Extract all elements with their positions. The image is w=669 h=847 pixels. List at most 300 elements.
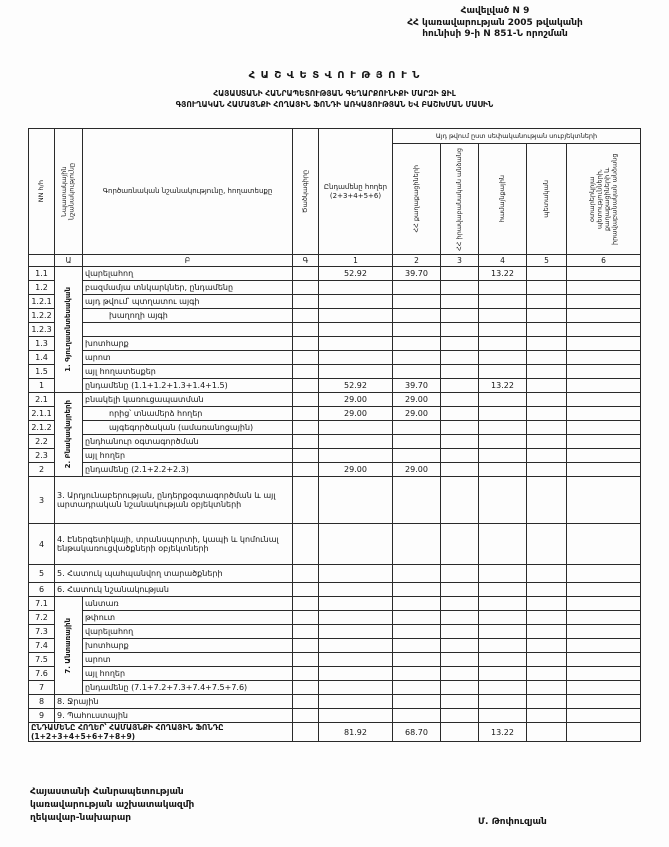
cell-foreign [567,309,641,323]
land-fund-table [28,128,641,742]
cell-total: 81.92 [319,723,393,742]
cell-state [527,393,567,407]
row-num: 2.1.1 [29,407,55,421]
row-label: խոտհարք [83,639,293,653]
cell-community [479,309,527,323]
table-row [29,653,641,667]
row-num: 1.1 [29,267,55,281]
cell-total [319,625,393,639]
cell-community [479,337,527,351]
cell-total [319,524,393,565]
table-row [29,524,641,565]
cell-legal [441,477,479,524]
cell-citizens [393,351,441,365]
row-code-cell [293,681,319,695]
cell-citizens [393,323,441,337]
cell-state [527,267,567,281]
cell-state [527,309,567,323]
cell-state [527,681,567,695]
cell-state [527,449,567,463]
cell-total [319,565,393,583]
cell-total [319,323,393,337]
cell-citizens [393,524,441,565]
cell-total [319,681,393,695]
cell-citizens [393,365,441,379]
cell-foreign [567,723,641,742]
cell-community [479,323,527,337]
row-code-cell [293,449,319,463]
row-num: 2.1.2 [29,421,55,435]
cell-legal [441,611,479,625]
cell-citizens [393,295,441,309]
cell-community [479,449,527,463]
cell-foreign [567,681,641,695]
cell-community [479,365,527,379]
header-legal-entities: ՀՀ իրավաբանական անձանց [441,144,479,255]
header-row-number: NN հ/հ [29,129,55,255]
cell-foreign [567,393,641,407]
cell-legal [441,435,479,449]
cell-community [479,667,527,681]
cell-community [479,611,527,625]
cell-legal [441,421,479,435]
row-label: արոտ [83,653,293,667]
cell-citizens [393,597,441,611]
cell-community: 13.22 [479,379,527,393]
cell-state [527,524,567,565]
cell-legal [441,597,479,611]
row-code-cell [293,365,319,379]
table-row [29,477,641,524]
cell-state [527,407,567,421]
cell-community [479,653,527,667]
cell-legal [441,681,479,695]
cell-total: 29.00 [319,407,393,421]
row-code-cell [293,393,319,407]
cell-state [527,281,567,295]
row-num: 7.2 [29,611,55,625]
cell-legal [441,709,479,723]
table-row [29,323,641,337]
cell-citizens: 39.70 [393,379,441,393]
row-label: այդ թվում՝ պտղատու այգի [83,295,293,309]
row-code-cell [293,337,319,351]
cell-foreign [567,323,641,337]
cell-foreign [567,421,641,435]
cell-community [479,709,527,723]
cell-community [479,565,527,583]
appendix-line-1: Հավելված N 9 [460,6,530,16]
report-subtitle-2: ԳՅՈՒՂԱԿԱՆ ՀԱՄԱՅՆՔԻ ՀՈՂԱՅԻՆ ՖՈՆԴԻ ԱՌԿԱՅՈՒԹՅԱՆ ԵՎ ԲԱՇԽՄԱՆ ՄԱՍԻՆ [175,100,494,110]
cell-community [479,639,527,653]
cell-citizens [393,449,441,463]
row-label: խաղողի այգի [83,309,293,323]
cell-total [319,611,393,625]
letter-cell: Ա [55,255,83,267]
row-num: 1.2.1 [29,295,55,309]
cell-legal [441,407,479,421]
cell-community [479,351,527,365]
cell-state [527,477,567,524]
cell-legal [441,695,479,709]
cell-foreign [567,337,641,351]
cell-foreign [567,365,641,379]
cell-citizens [393,421,441,435]
cell-state [527,625,567,639]
cell-foreign [567,463,641,477]
table-header-row-top [29,129,641,144]
table-row [29,709,641,723]
cell-state [527,421,567,435]
cell-citizens: 29.00 [393,463,441,477]
grand-total-label: ԸՆԴԱՄԵՆԸ ՀՈՂԵՐ՝ ՀԱՄԱՅՆՔԻ ՀՈՂԱՅԻՆ ՖՈՆԴԸ (1+2+3+4+5+6+7+8+9) [29,723,293,742]
cell-total [319,365,393,379]
row-label: այլ հողեր [83,449,293,463]
cell-state [527,565,567,583]
row-code-cell [293,695,319,709]
row-code-cell [293,524,319,565]
letter-cell [29,255,55,267]
row-num: 8 [29,695,55,709]
cell-citizens [393,695,441,709]
cell-total [319,337,393,351]
cell-foreign [567,524,641,565]
row-num: 1.2.3 [29,323,55,337]
cell-legal [441,379,479,393]
row-code-cell [293,723,319,742]
cell-citizens [393,309,441,323]
row-code-cell [293,477,319,524]
row-code-cell [293,407,319,421]
cell-state [527,597,567,611]
letter-cell: Գ [293,255,319,267]
cell-legal [441,653,479,667]
section-forest: 7. Անտառային [55,597,83,695]
row-code-cell [293,709,319,723]
cell-citizens [393,583,441,597]
row-num: 7 [29,681,55,695]
cell-legal [441,267,479,281]
table-row [29,449,641,463]
row-num: 9 [29,709,55,723]
table-row [29,565,641,583]
table-row [29,365,641,379]
cell-total [319,709,393,723]
cell-total: 52.92 [319,379,393,393]
letter-cell: 5 [527,255,567,267]
cell-citizens [393,337,441,351]
cell-legal [441,323,479,337]
row-num: 1.5 [29,365,55,379]
cell-state [527,295,567,309]
cell-citizens: 39.70 [393,267,441,281]
header-state: պետական [527,144,567,255]
cell-legal [441,524,479,565]
row-code-cell [293,309,319,323]
row-num: 2.3 [29,449,55,463]
section-settlements: 2. Բնակավայրերի [55,393,83,477]
cell-legal [441,449,479,463]
cell-state [527,463,567,477]
cell-total [319,449,393,463]
appendix-reference [330,6,660,41]
cell-foreign [567,695,641,709]
row-num: 2 [29,463,55,477]
cell-legal [441,723,479,742]
header-foreign: օտարերկրյա պետությունների, քաղաքացիների և իրավաբանական անձանց [567,144,641,255]
cell-community [479,295,527,309]
row-num: 1.2.2 [29,309,55,323]
cell-foreign [567,477,641,524]
row-label: ընդամենը (1.1+1.2+1.3+1.4+1.5) [83,379,293,393]
header-citizens: ՀՀ քաղաքացիների [393,144,441,255]
cell-foreign [567,667,641,681]
row-code-cell [293,267,319,281]
table-row [29,695,641,709]
row-label: թփուտ [83,611,293,625]
row-label: 6. Հատուկ նշանակության [55,583,293,597]
row-label: ընդամենը (2.1+2.2+2.3) [83,463,293,477]
cell-community [479,583,527,597]
cell-foreign [567,281,641,295]
letter-cell: Բ [83,255,293,267]
row-code-cell [293,435,319,449]
cell-state [527,723,567,742]
cell-total [319,281,393,295]
cell-foreign [567,709,641,723]
row-label: 8. Ջրային [55,695,293,709]
cell-citizens: 29.00 [393,407,441,421]
table-row [29,611,641,625]
row-label: այլ հողեր [83,667,293,681]
signatory-title-line-3: ղեկավար-նախարար [30,813,132,824]
cell-total [319,477,393,524]
signatory-title-line-2: կառավարության աշխատակազմի [30,800,195,811]
cell-state [527,379,567,393]
row-label: արոտ [83,351,293,365]
table-row [29,435,641,449]
cell-total: 29.00 [319,393,393,407]
header-total-lands: Ընդամենը հողեր (2+3+4+5+6) [319,129,393,255]
cell-total [319,695,393,709]
row-label: ընդամենը (7.1+7.2+7.3+7.4+7.5+7.6) [83,681,293,695]
cell-community [479,463,527,477]
cell-foreign [567,639,641,653]
cell-total [319,421,393,435]
cell-state [527,611,567,625]
cell-citizens [393,667,441,681]
table-row [29,625,641,639]
table-row [29,281,641,295]
row-num: 7.6 [29,667,55,681]
cell-legal [441,583,479,597]
cell-foreign [567,295,641,309]
cell-total [319,351,393,365]
cell-state [527,653,567,667]
cell-foreign [567,611,641,625]
cell-citizens [393,611,441,625]
table-row [29,267,641,281]
row-label: 9. Պահուստային [55,709,293,723]
cell-community [479,421,527,435]
header-community: համայնքային [479,144,527,255]
cell-citizens [393,281,441,295]
table-row [29,667,641,681]
cell-state [527,323,567,337]
cell-state [527,639,567,653]
table-row [29,351,641,365]
cell-citizens [393,709,441,723]
row-code-cell [293,611,319,625]
cell-foreign [567,449,641,463]
cell-total [319,639,393,653]
cell-citizens [393,639,441,653]
title-block [0,70,669,111]
cell-state [527,365,567,379]
row-num: 1.3 [29,337,55,351]
cell-total [319,583,393,597]
cell-community [479,681,527,695]
cell-community [479,695,527,709]
row-num: 5 [29,565,55,583]
letter-cell: 6 [567,255,641,267]
letter-cell: 2 [393,255,441,267]
table-row-subtotal [29,463,641,477]
cell-legal [441,393,479,407]
row-code-cell [293,295,319,309]
row-label: բազմամյա տնկարկներ, ընդամենը [83,281,293,295]
row-code-cell [293,625,319,639]
cell-total: 52.92 [319,267,393,281]
cell-total [319,667,393,681]
cell-citizens [393,653,441,667]
row-num: 7.5 [29,653,55,667]
letter-cell: 1 [319,255,393,267]
cell-foreign [567,625,641,639]
table-row-subtotal [29,681,641,695]
cell-legal [441,351,479,365]
row-code-cell [293,653,319,667]
row-code-cell [293,583,319,597]
cell-community [479,435,527,449]
cell-legal [441,667,479,681]
cell-community [479,524,527,565]
cell-legal [441,337,479,351]
cell-state [527,583,567,597]
cell-community [479,477,527,524]
cell-state [527,351,567,365]
table-row-grand-total [29,723,641,742]
row-label: այգեգործական (ամառանոցային) [83,421,293,435]
row-num: 7.1 [29,597,55,611]
table-row [29,295,641,309]
row-num: 7.4 [29,639,55,653]
cell-foreign [567,407,641,421]
cell-legal [441,625,479,639]
letter-cell: 4 [479,255,527,267]
cell-citizens [393,565,441,583]
row-label: խոտհարք [83,337,293,351]
header-purpose: Նպատակային նշանակությունը [55,129,83,255]
cell-foreign [567,435,641,449]
report-subtitle-1: ՀԱՅԱՍՏԱՆԻ ՀԱՆՐԱՊԵՏՈՒԹՅԱՆ ԳԵՂԱՐՔՈՒՆԻՔԻ ՄԱՐԶԻ ՋԻԼ [213,89,456,98]
row-code-cell [293,421,319,435]
cell-legal [441,295,479,309]
row-num: 7.3 [29,625,55,639]
cell-foreign [567,565,641,583]
header-ownership-group: Այդ թվում ըստ սեփականության սուբյեկտների [393,129,641,144]
cell-total [319,435,393,449]
cell-legal [441,365,479,379]
cell-foreign [567,379,641,393]
table-row [29,639,641,653]
cell-citizens [393,625,441,639]
row-num: 1.4 [29,351,55,365]
cell-state [527,435,567,449]
row-label: վարելահող [83,625,293,639]
row-code-cell [293,639,319,653]
cell-community: 13.22 [479,723,527,742]
cell-foreign [567,583,641,597]
row-label: որից՝ տնամերձ հողեր [83,407,293,421]
row-label: վարելահող [83,267,293,281]
cell-community [479,597,527,611]
letter-cell: 3 [441,255,479,267]
table-row [29,309,641,323]
cell-foreign [567,267,641,281]
cell-community [479,393,527,407]
header-code: Ծածկագիրը [293,129,319,255]
cell-total [319,597,393,611]
row-label: բնակելի կառուցապատման [83,393,293,407]
cell-citizens [393,681,441,695]
cell-total [319,295,393,309]
cell-community [479,281,527,295]
row-code-cell [293,323,319,337]
row-code-cell [293,463,319,477]
table-row [29,407,641,421]
row-label: 4. Էներգետիկայի, տրանսպորտի, կապի և կոմունալ ենթակառուցվածքների օբյեկտների [55,524,293,565]
table-row [29,583,641,597]
cell-foreign [567,597,641,611]
cell-citizens: 68.70 [393,723,441,742]
row-code-cell [293,379,319,393]
row-label: անտառ [83,597,293,611]
cell-community: 13.22 [479,267,527,281]
signatory-name: Մ. Թոփուզյան [478,817,547,827]
table-row [29,421,641,435]
row-num: 2.2 [29,435,55,449]
cell-state [527,337,567,351]
row-num: 3 [29,477,55,524]
cell-community [479,407,527,421]
cell-total: 29.00 [319,463,393,477]
cell-legal [441,565,479,583]
cell-legal [441,281,479,295]
header-functional-designation: Գործառնական նշանակությունը, հողատեսքը [83,129,293,255]
cell-legal [441,309,479,323]
land-fund-table-wrap [28,128,641,742]
row-code-cell [293,597,319,611]
row-num: 2.1 [29,393,55,407]
row-label: այլ հողատեսքեր [83,365,293,379]
table-row [29,337,641,351]
table-row [29,393,641,407]
cell-state [527,667,567,681]
cell-citizens [393,435,441,449]
report-title: Հ Ա Շ Վ Ե Տ Վ Ո Ւ Թ Յ Ո Ւ Ն [248,70,421,81]
section-agricultural: 1. Գյուղատնտեսական [55,267,83,393]
